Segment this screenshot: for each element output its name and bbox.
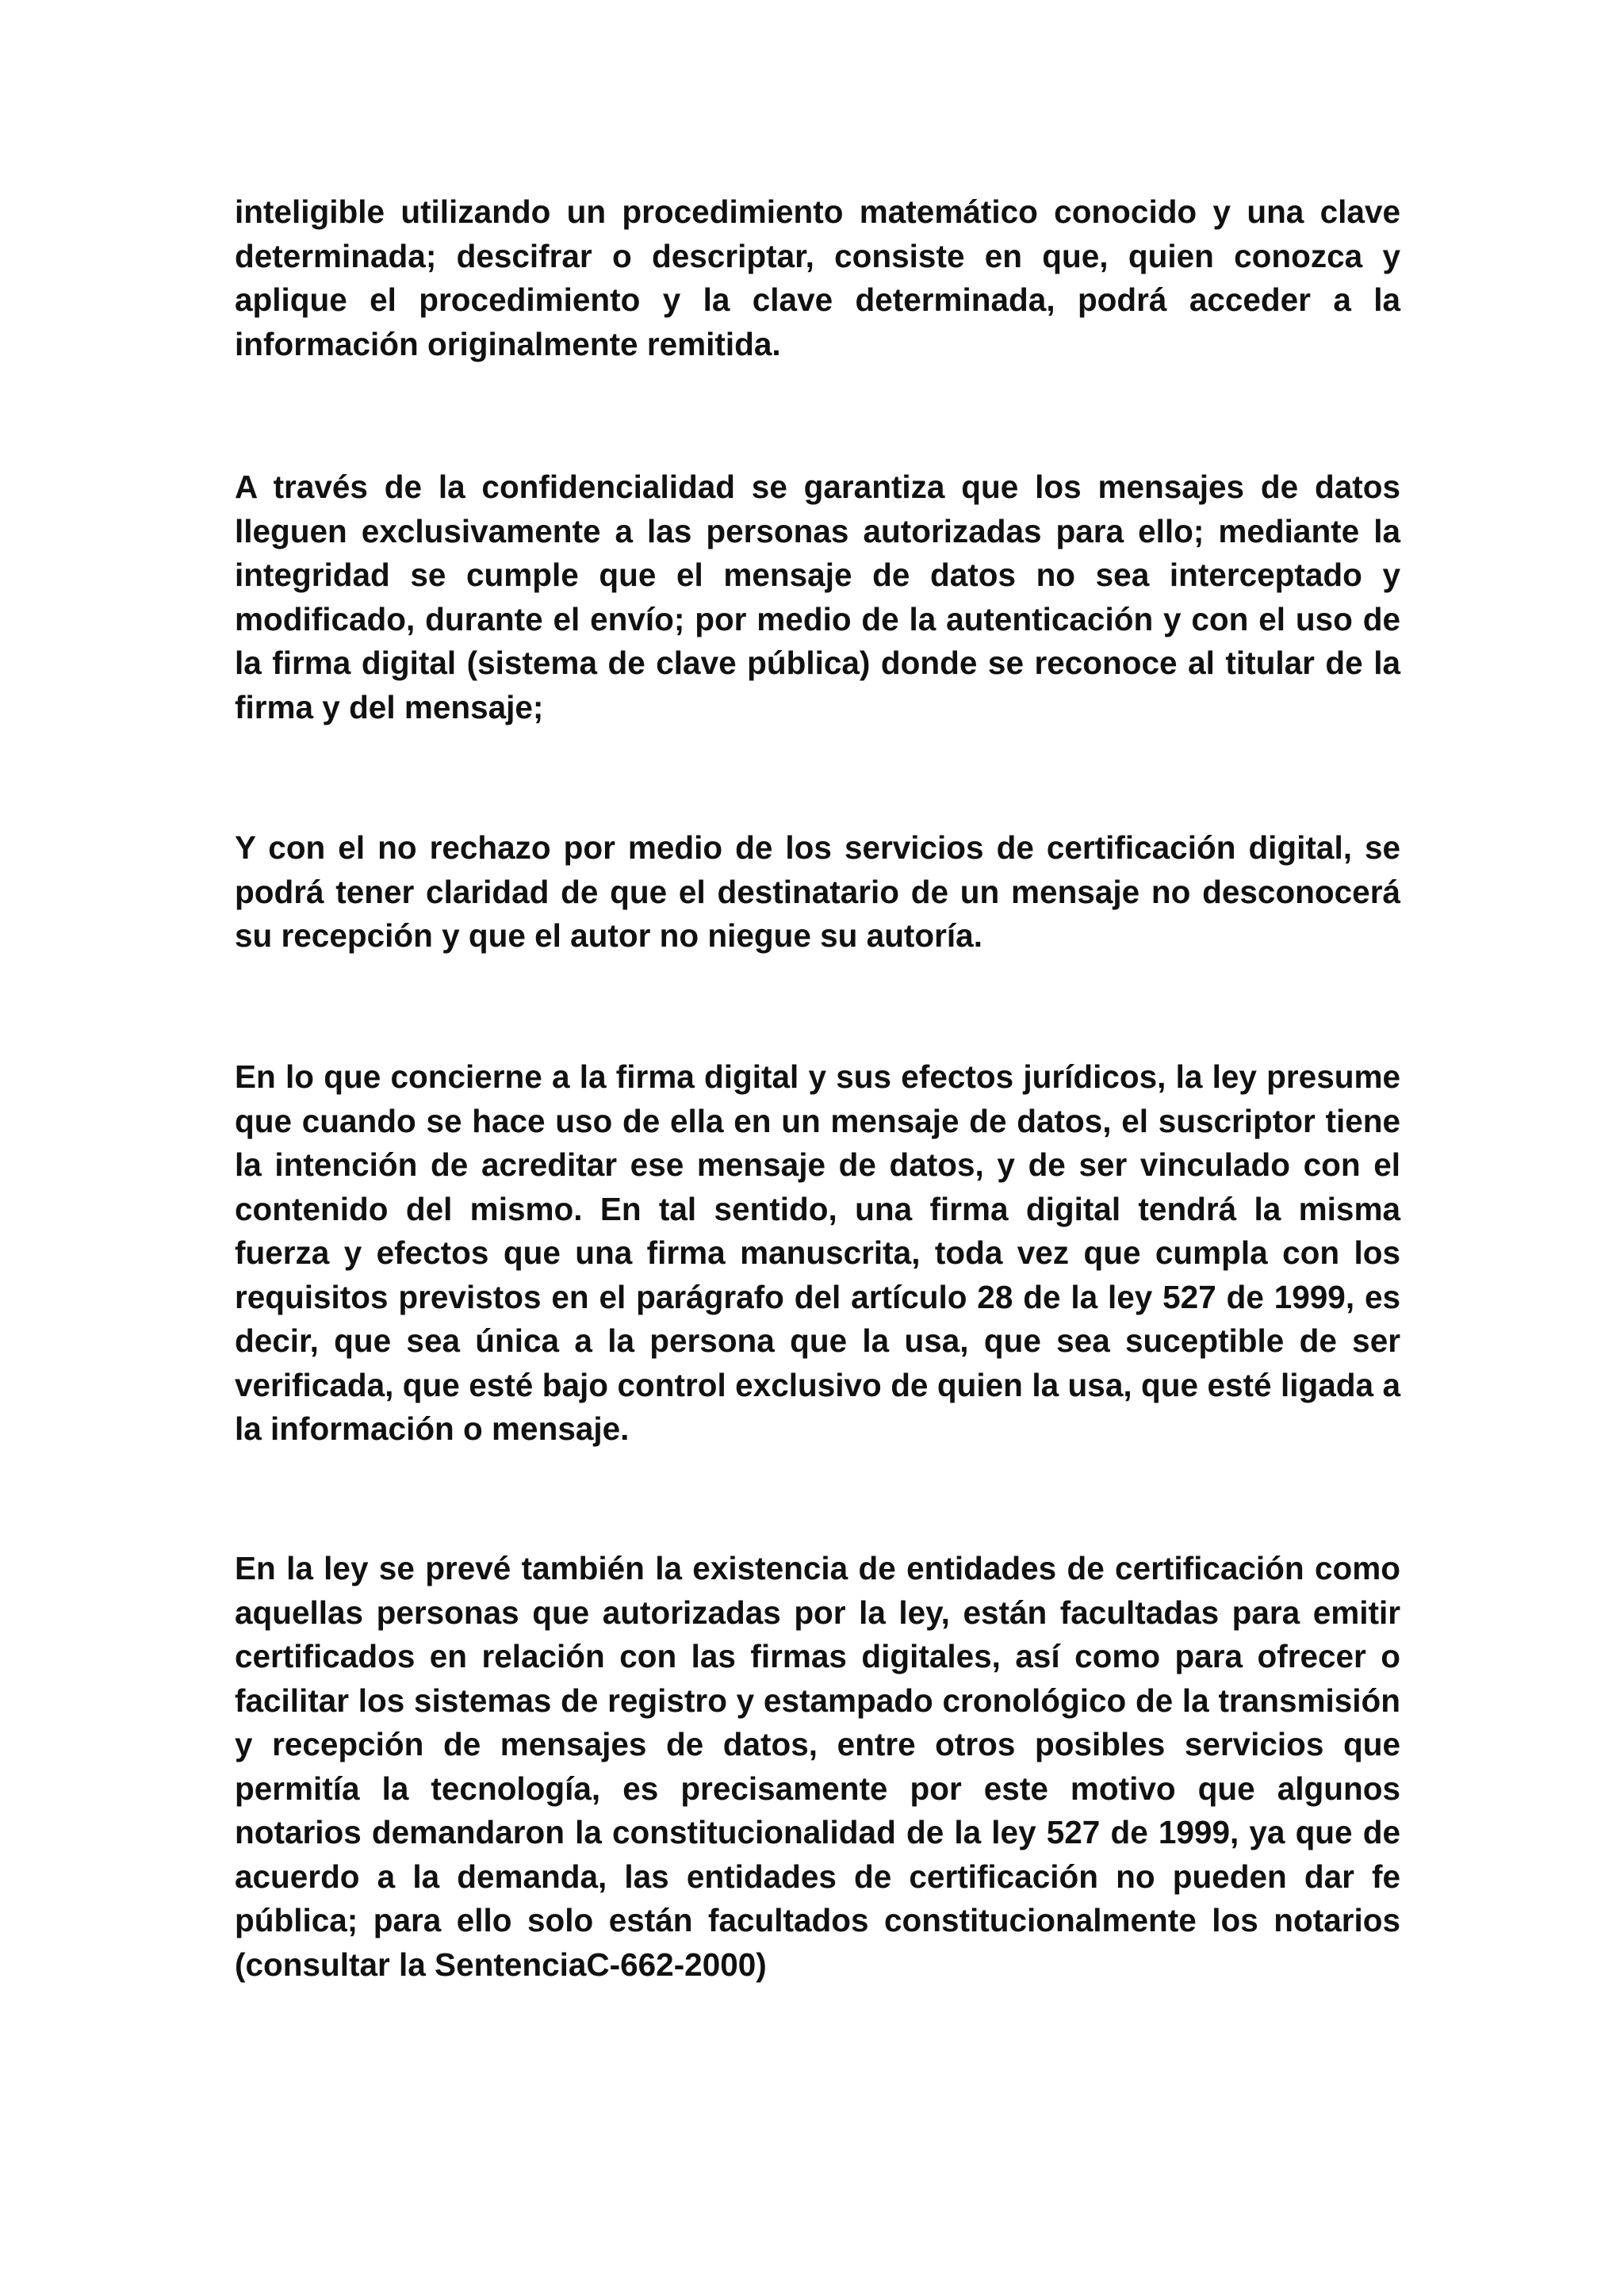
paragraph-certification-entities: En la ley se prevé también la existencia de entidades de certificación como aquellas personas que autorizadas por la ley, están facultadas para emitir certificados en relación con las firmas digitales, así como para ofrecer o facilitar los sistemas de registro y estampado cronológico de la transmisión y recepción de mensajes de datos, entre otros posibles servicios que permitía la tecnología, es precisamente por este motivo que algunos notarios demandaron la constitucionalidad de la ley 527 de 1999, ya que de acuerdo a la demanda, las entidades de certificación no pueden dar fe pública; para ello solo están facultados constitucionalmente los notarios (consultar la SentenciaC-662-2000) <box>235 1550 1400 1983</box>
paragraph-encryption: inteligible utilizando un procedimiento matemático conocido y una clave determinada; descifrar o descriptar, consiste en que, quien conozca y aplique el procedimiento y la clave determinada, podrá acceder a la información originalmente remitida. <box>235 193 1400 362</box>
paragraph-non-repudiation: Y con el no rechazo por medio de los servicios de certificación digital, se podrá tener claridad de que el destinatario de un mensaje no desconocerá su recepción y que el autor no niegue su autoría. <box>235 829 1400 954</box>
paragraph-confidentiality: A través de la confidencialidad se garantiza que los mensajes de datos lleguen exclusivamente a las personas autorizadas para ello; mediante la integridad se cumple que el mensaje de datos no sea interceptado y modificado, durante el envío; por medio de la autenticación y con el uso de la firma digital (sistema de clave pública) donde se reconoce al titular de la firma y del mensaje; <box>235 469 1400 725</box>
paragraph-digital-signature: En lo que concierne a la firma digital y sus efectos jurídicos, la ley presume que cuando se hace uso de ella en un mensaje de datos, el suscriptor tiene la intención de acreditar ese mensaje de datos, y de ser vinculado con el contenido del mismo. En tal sentido, una firma digital tendrá la misma fuerza y efectos que una firma manuscrita, toda vez que cumpla con los requisitos previstos en el parágrafo del artículo 28 de la ley 527 de 1999, es decir, que sea única a la persona que la usa, que sea suceptible de ser verificada, que esté bajo control exclusivo de quien la usa, que esté ligada a la información o mensaje. <box>235 1058 1400 1447</box>
